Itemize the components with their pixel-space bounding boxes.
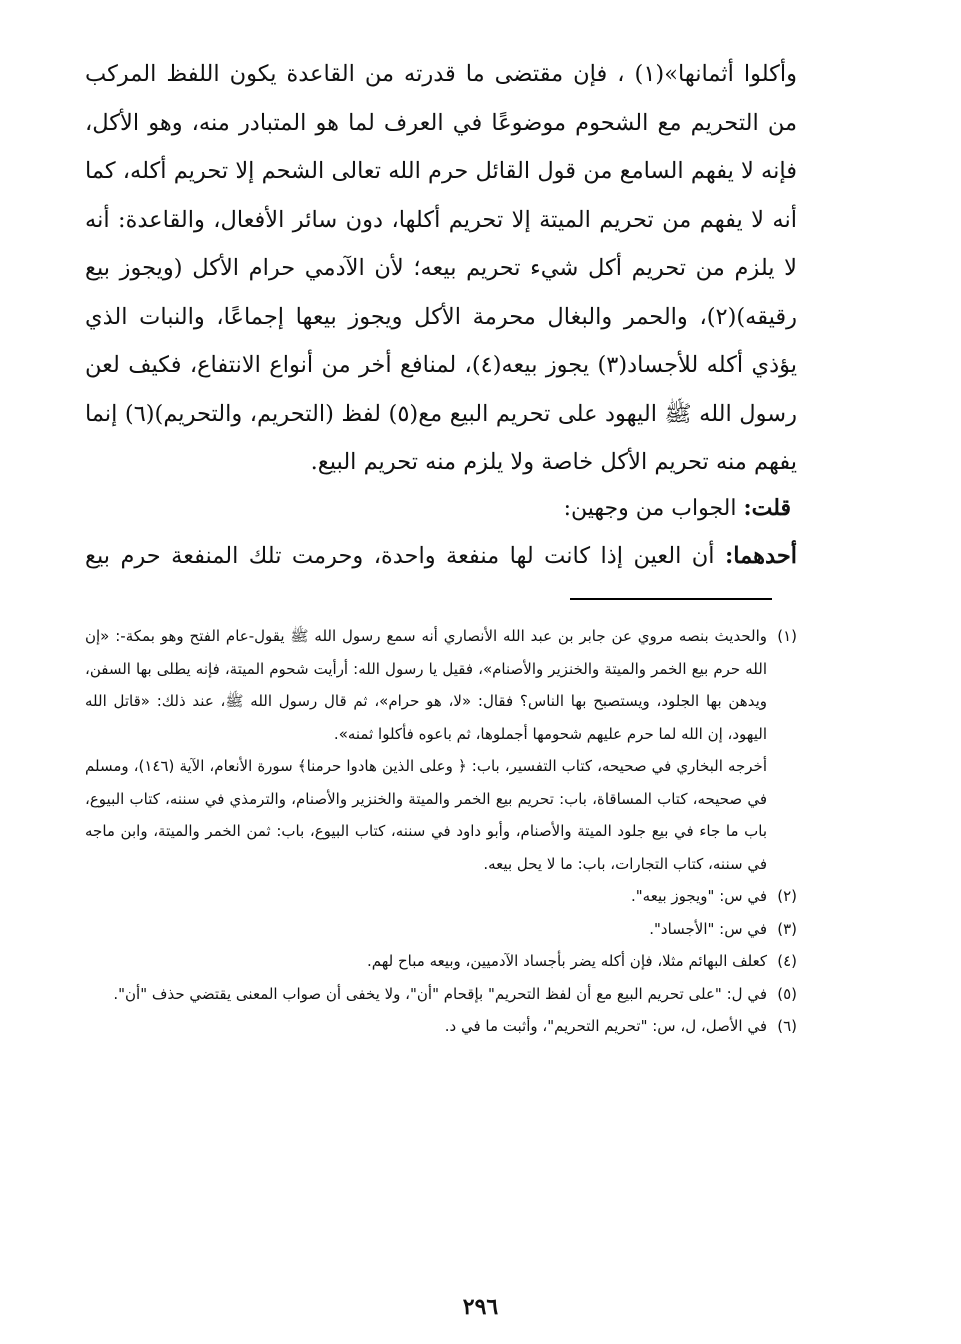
footnote-5: [85, 978, 797, 1011]
main-paragraph: وأكلوا أثمانها»(١) ، فإن مقتضى ما قدرته من القاعدة يكون اللفظ المركب من التحريم مع الشحوم موضوعًا في العرف لما هو المتبادر منه، وهو الأكل، فإنه لا يفهم السامع من قول القائل حرم الله تعالى الشحم إلا تحريم أكله، كما أنه لا يفهم من تحريم الميتة إلا تحريم أكلها، دون سائر الأفعال، والقاعدة: أنه لا يلزم من تحريم أكل شيء تحريم بيعه؛ لأن الآدمي حرام الأكل (ويجوز بيع رقيقه)(٢)، والحمر والبغال محرمة الأكل ويجوز بيعها إجماعًا، والنبات الذي يؤذي أكله للأجساد(٣) يجوز بيعه(٤)، لمنافع أخر من أنواع الانتفاع، فكيف لعن رسول الله ﷺ اليهود على تحريم البيع مع(٥) لفظ (التحريم، والتحريم)(٦) إنما يفهم منه تحريم الأكل خاصة ولا يلزم منه تحريم البيع.: [85, 61, 798, 475]
footnote-source: أخرجه البخاري في صحيحه، كتاب التفسير، باب: ﴿ وعلى الذين هادوا حرمنا﴾ سورة الأنعام، الآية (١٤٦)، ومسلم في صحيحه، كتاب المساقاة، باب: تحريم بيع الخمر والميتة والخنزير والأصنام، والترمذي في سننه، كتاب البيوع، باب ما جاء في بيع جلود الميتة والأصنام، وأبو داود في سننه، كتاب البيوع، باب: ثمن الخمر والميتة، وابن ماجه في سننه، كتاب التجارات، باب: ما لا يحل بيعه.: [85, 757, 767, 873]
footnote-divider: [570, 598, 772, 600]
footnote-number: (٤): [777, 952, 797, 970]
footnote-number: (٢): [777, 887, 797, 905]
answer-label: قلت:: [743, 495, 791, 521]
footnote-text: والحديث بنصه مروي عن جابر بن عبد الله الأنصاري أنه سمع رسول الله ﷺ يقول-عام الفتح وهو بمكة-: «إن الله حرم بيع الخمر والميتة والخنزير والأصنام»، فقيل يا رسول الله: أرأيت شحوم الميتة، فإنه يطلى بها السفن، ويدهن بها الجلود، ويستصبح بها الناس؟ فقال: «لا، هو حرام»، ثم قال رسول الله ﷺ، عند ذلك: «قاتل الله اليهود، إن الله لما حرم عليهم شحومها أجملوها، ثم باعوه فأكلوا ثمنه».: [85, 627, 767, 743]
first-point-line: [85, 536, 797, 576]
footnote-number: (٣): [777, 919, 797, 938]
footnote-number: (٥): [777, 984, 797, 1003]
answer-text: الجواب من وجهين:: [563, 496, 744, 521]
footnote-text: كعلف البهائم مثلا، فإن أكله يضر بأجساد الآدميين، وبيعه مباح لهم.: [366, 952, 767, 970]
footnote-text: في ل: "على تحريم البيع مع أن لفظ التحريم" بإقحام "أن"، ولا يخفى أن صواب المعنى يقتضي حذف "أن".: [113, 984, 767, 1003]
footnote-number: (٦): [777, 1017, 797, 1035]
footnote-text: في الأصل، ل، س: "تحريم التحريم"، وأثبت ما في د.: [444, 1017, 767, 1035]
footnote-3: [85, 913, 797, 946]
footnote-number: (١): [777, 627, 797, 645]
footnote-1: [85, 620, 797, 880]
main-text-block: [85, 50, 797, 487]
footnote-6: [85, 1010, 797, 1043]
footnote-4: [85, 945, 797, 978]
first-point-text: أن العين إذا كانت لها منفعة واحدة، وحرمت تلك المنفعة حرم بيع: [85, 543, 725, 569]
page-number: ٢٩٦: [462, 1294, 499, 1320]
answer-line: [564, 488, 791, 529]
footnote-2: [85, 880, 797, 913]
footnote-text: في س: "ويجوز بيعه".: [631, 887, 767, 905]
footnotes: [85, 620, 797, 1043]
first-point-label: أحدهما:: [724, 543, 797, 569]
footnote-text: في س: "الأجساد".: [649, 919, 767, 938]
